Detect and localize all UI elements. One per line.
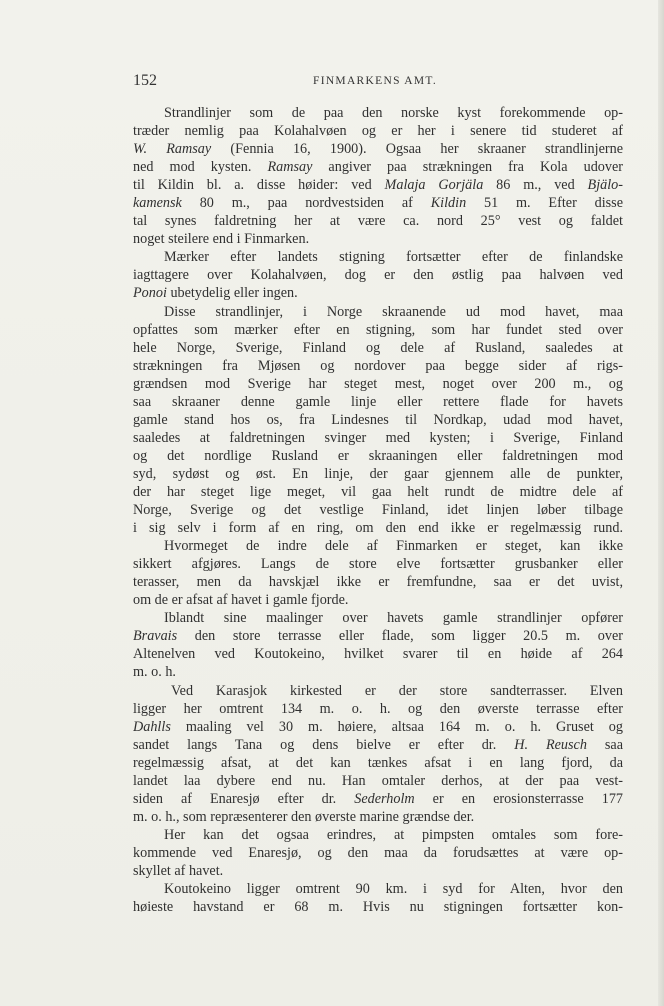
text-line bbox=[133, 609, 623, 627]
text-run: Strandlinjer som de paa den norske kyst forekommende op- bbox=[164, 105, 623, 121]
text-line bbox=[133, 266, 623, 284]
running-title: FINMARKENS AMT. bbox=[313, 75, 438, 87]
text-line bbox=[133, 248, 623, 266]
text-line bbox=[133, 808, 623, 826]
italic-name: kamensk bbox=[133, 195, 182, 212]
text-run: er en erosionsterrasse 177 bbox=[414, 790, 623, 807]
text-run: ubetydelig eller ingen. bbox=[166, 285, 298, 302]
text-run: maaling vel 30 m. høiere, altsaa 164 m. o. h. Gruset og bbox=[170, 718, 623, 735]
text-run: saaledes at faldretningen svinger med kysten; i Sverige, Finland bbox=[133, 429, 623, 446]
text-run: Iblandt sine maalinger over havets gamle strandlinjer opfører bbox=[164, 610, 623, 627]
italic-name: Sederholm bbox=[354, 790, 415, 807]
italic-name: Dahlls bbox=[133, 718, 171, 735]
text-line bbox=[133, 663, 623, 681]
text-line bbox=[133, 375, 623, 393]
text-run: gamle stand hos os, fra Lindesnes til Nordkap, udad mod havet, bbox=[133, 411, 623, 428]
text-run: strækningen fra Mjøsen og nordover paa begge sider af rigs- bbox=[133, 357, 623, 374]
text-line bbox=[133, 501, 623, 519]
text-run: Norge, Sverige og det vestlige Finland, idet linjen løber tilbage bbox=[133, 502, 623, 519]
text-run: Altenelven ved Koutokeino, hvilket svarer til en høide af 264 bbox=[133, 646, 623, 663]
italic-name: Bjälo- bbox=[587, 177, 623, 194]
text-run: saa skraaner denne gamle linje eller rettere flade for havets bbox=[133, 393, 623, 410]
text-line bbox=[133, 718, 623, 736]
text-run: ligger her omtrent 134 m. o. h. og den øverste terrasse efter bbox=[133, 700, 623, 717]
text-line bbox=[133, 772, 623, 790]
text-run: kommende ved Enaresjø, og den maa da forudsættes at være op- bbox=[133, 844, 623, 861]
text-line bbox=[133, 880, 623, 898]
text-line bbox=[133, 284, 623, 302]
text-line bbox=[133, 573, 623, 591]
page-edge bbox=[658, 0, 664, 1006]
text-run: m. o. h. bbox=[133, 664, 176, 681]
body-text bbox=[133, 104, 623, 916]
text-run: grændsen mod Sverige har steget mest, noget over 200 m., og bbox=[133, 375, 623, 392]
text-line bbox=[133, 104, 623, 122]
text-run: 80 m., paa nordvestsiden af bbox=[181, 195, 431, 212]
text-run: 51 m. Efter disse bbox=[466, 195, 623, 212]
text-line bbox=[133, 429, 623, 447]
text-run: der har steget lige meget, vil gaa helt rundt de midtre dele af bbox=[133, 483, 623, 500]
text-line bbox=[133, 483, 623, 501]
text-run: landet laa dybere end nu. Han omtaler derhos, at der paa vest- bbox=[133, 772, 623, 789]
page-header bbox=[133, 72, 623, 94]
text-run: hele Norge, Sverige, Finland og dele af Rusland, saaledes at bbox=[133, 339, 623, 356]
text-line bbox=[133, 176, 623, 194]
text-run: terasser, men da havskjæl ikke er fremfundne, saa er det uvist, bbox=[133, 574, 623, 591]
text-run: Disse strandlinjer, i Norge skraanende ud mod havet, maa bbox=[164, 303, 623, 320]
text-line bbox=[133, 898, 623, 916]
text-line bbox=[133, 194, 623, 212]
text-line bbox=[133, 411, 623, 429]
text-run: iagttagere over Kolahalvøen, dog er den østlig paa halvøen ved bbox=[133, 267, 623, 284]
text-line bbox=[133, 591, 623, 609]
text-line bbox=[133, 357, 623, 375]
text-run: Her kan det ogsaa erindres, at pimpsten omtales som fore- bbox=[164, 826, 623, 843]
text-line bbox=[133, 465, 623, 483]
text-line bbox=[133, 627, 623, 645]
italic-name: Kildin bbox=[430, 195, 467, 212]
page-number: 152 bbox=[133, 72, 157, 89]
text-run: syd, sydøst og øst. En linje, der gaar gjennem alle de punkter, bbox=[133, 465, 623, 482]
text-run: ned mod kysten. bbox=[133, 159, 268, 176]
text-line bbox=[133, 682, 623, 700]
text-run: m. o. h., som repræsenterer den øverste marine grændse der. bbox=[133, 808, 475, 825]
italic-name: Malaja Gorjäla bbox=[384, 177, 484, 194]
italic-name: W. Ramsay bbox=[133, 141, 212, 158]
text-run: saa bbox=[586, 736, 623, 753]
text-line bbox=[133, 393, 623, 411]
text-line bbox=[133, 645, 623, 663]
italic-name: Ponoi bbox=[133, 285, 167, 302]
text-line bbox=[133, 303, 623, 321]
text-line bbox=[133, 158, 623, 176]
text-line bbox=[133, 140, 623, 158]
text-line bbox=[133, 754, 623, 772]
italic-name: Bravais bbox=[133, 628, 178, 645]
text-run: angiver paa strækningen fra Kola udover bbox=[312, 159, 623, 176]
text-run: i sig selv i form af en ring, om den end ikke er regelmæssig rund. bbox=[133, 520, 623, 537]
text-run: den store terrasse eller flade, som ligger 20.5 m. over bbox=[177, 628, 623, 645]
text-line bbox=[133, 122, 623, 140]
text-run: Ved Karasjok kirkested er der store sandterrasser. Elven bbox=[171, 682, 623, 699]
text-line bbox=[133, 736, 623, 754]
text-line bbox=[133, 519, 623, 537]
text-run: Mærker efter landets stigning fortsætter efter de finlandske bbox=[164, 249, 623, 266]
text-run: (Fennia 16, 1900). Ogsaa her skraaner strandlinjerne bbox=[211, 141, 623, 158]
italic-name: Ramsay bbox=[267, 159, 313, 176]
text-run: Koutokeino ligger omtrent 90 km. i syd for Alten, hvor den bbox=[164, 881, 623, 898]
text-run: 86 m., ved bbox=[483, 177, 588, 194]
text-line bbox=[133, 321, 623, 339]
text-line bbox=[133, 826, 623, 844]
italic-name: H. Reusch bbox=[514, 736, 587, 753]
text-run: sikkert afgjøres. Langs de store elve fortsætter grusbanker eller bbox=[133, 556, 623, 573]
text-run: sandet langs Tana og dens bielve er efter dr. bbox=[133, 736, 515, 753]
text-run: Hvormeget de indre dele af Finmarken er steget, kan ikke bbox=[164, 538, 623, 555]
text-run: til Kildin bl. a. disse høider: ved bbox=[133, 177, 385, 194]
text-run: siden af Enaresjø efter dr. bbox=[133, 790, 355, 807]
text-run: skyllet af havet. bbox=[133, 862, 224, 879]
text-run: tal synes faldretning her at være ca. nord 25° vest og faldet bbox=[133, 213, 623, 230]
text-run: noget steilere end i Finmarken. bbox=[133, 231, 310, 248]
text-run: og det nordlige Rusland er skraaningen eller faldretningen mod bbox=[133, 447, 623, 464]
text-line bbox=[133, 230, 623, 248]
text-run: om de er afsat af havet i gamle fjorde. bbox=[133, 592, 349, 609]
text-run: høieste havstand er 68 m. Hvis nu stigningen fortsætter kon- bbox=[133, 899, 623, 916]
text-line bbox=[133, 447, 623, 465]
text-run: træder nemlig paa Kolahalvøen og er her i senere tid studeret af bbox=[133, 123, 623, 140]
text-line bbox=[133, 212, 623, 230]
text-line bbox=[133, 700, 623, 718]
text-line bbox=[133, 555, 623, 573]
text-line bbox=[133, 537, 623, 555]
text-run: opfattes som mærker efter en stigning, som har fundet sted over bbox=[133, 321, 623, 338]
text-line bbox=[133, 790, 623, 808]
text-line bbox=[133, 862, 623, 880]
text-line bbox=[133, 844, 623, 862]
text-line bbox=[133, 339, 623, 357]
text-run: regelmæssig afsat, at det kan tænkes afsat i en lang fjord, da bbox=[133, 754, 623, 771]
